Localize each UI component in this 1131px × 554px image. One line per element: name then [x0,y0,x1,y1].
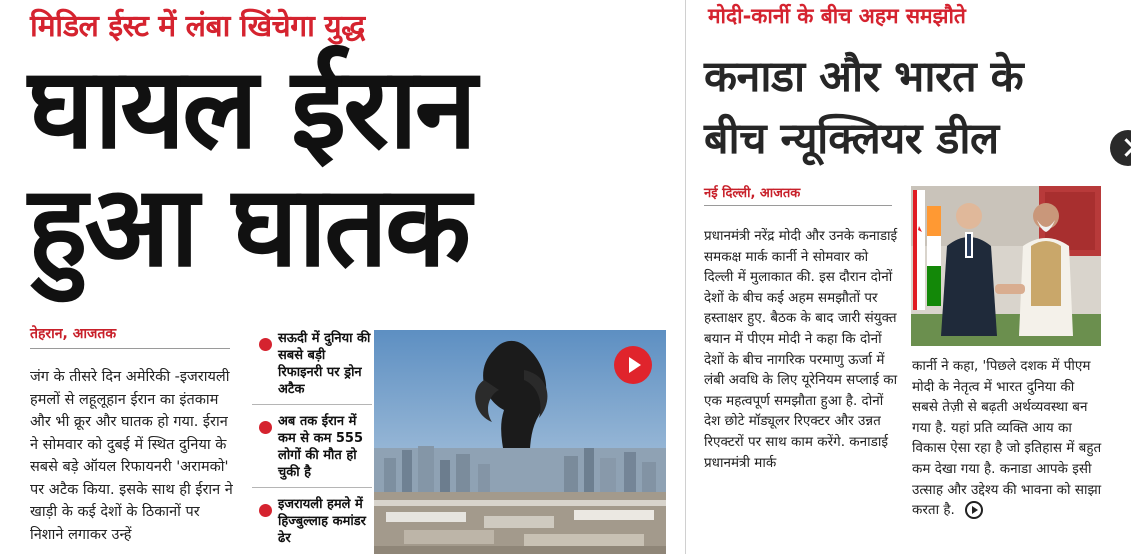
right-headline-line2: बीच न्यूक्लियर डील [704,114,999,164]
left-story-bullets [252,330,372,554]
leaders-handshake-photo[interactable] [911,186,1101,346]
right-dateline-rule [704,205,892,206]
column-divider [685,0,686,554]
handshake-photo-illustration [911,186,1101,346]
play-video-button[interactable] [614,346,652,384]
left-story-dateline: तेहरान, आजतक [30,326,117,342]
bullet-item [252,413,372,488]
bullet-text: अब तक ईरान में कम से कम 555 लोगों की मौत हो चुकी है [278,414,364,480]
left-story-headline[interactable] [28,44,678,292]
right-body-col2-text: कार्नी ने कहा, 'पिछले दशक में पीएम मोदी के नेतृत्व में भारत दुनिया की सबसे तेज़ी से बढ़ती अर्थव्यवस्था बन गया है. यहां प्रति व्यक्ति आय का विकास ऐसा रहा है जो इतिहास में बहुत कम देखा गया है. कनाडा आपके इसी उत्साह और उद्देश्य की भावना को साझा करता है. [912,358,1102,519]
right-story-body-col2 [912,356,1102,521]
bullet-item [252,330,372,405]
left-story-body: जंग के तीसरे दिन अमेरिकी -इजरायली हमलों से लहूलूहान ईरान का इंतकाम और भी क्रूर और घातक हो गया. ईरान ने सोमवार को दुबई में स्थित दुनिया के सबसे बड़े ऑयल रिफायनरी 'अरामको' पर अटैक किया. इसके साथ ही ईरान ने खाड़ी के कई देशों के ठिकानों पर निशाने लगाकर उन्हें [30,369,233,543]
bullet-text: सऊदी में दुनिया की सबसे बड़ी रिफाइनरी पर ड्रोन अटैक [278,331,371,397]
right-story-headline[interactable] [704,46,1124,170]
left-headline-line1: घायल ईरान [28,44,475,174]
bullet-dot-icon [259,338,272,351]
right-story-dateline: नई दिल्ली, आजतक [704,186,801,201]
left-story-kicker: मिडिल ईस्ट में लंबा खिंचेगा युद्ध [30,9,365,44]
right-story-body-col1: प्रधानमंत्री नरेंद्र मोदी और उनके कनाडाई समकक्ष मार्क कार्नी ने सोमवार को दिल्ली में मुलाकात की. इस दौरान दोनों देशों के बीच कई अहम समझौतों पर हस्ताक्षर हुए. बैठक के बाद जारी संयुक्त बयान में पीएम मोदी ने कहा कि दोनों देशों के बीच नागरिक परमाणु ऊर्जा में लंबी अवधि के लिए यूरेनियम सप्लाई का एक महत्वपूर्ण समझौता हुआ है. दोनों देश छोटे मॉड्यूलर रिएक्टर और उन्नत रिएक्टरों पर साथ काम करेंगे. कनाडाई प्रधानमंत्री मार्क [704,228,898,471]
bullet-item [252,496,372,553]
left-headline-line2: हुआ घातक [28,162,468,292]
bullet-dot-icon [259,504,272,517]
left-dateline-rule [30,348,230,349]
right-headline-line1: कनाडा और भारत के [704,52,1024,102]
bullet-text: इजरायली हमले में हिज्बुल्लाह कमांडर ढेर [278,497,366,546]
right-story-kicker: मोदी-कार्नी के बीच अहम समझौते [708,4,966,28]
bullet-dot-icon [259,421,272,434]
read-more-button[interactable] [965,501,983,519]
